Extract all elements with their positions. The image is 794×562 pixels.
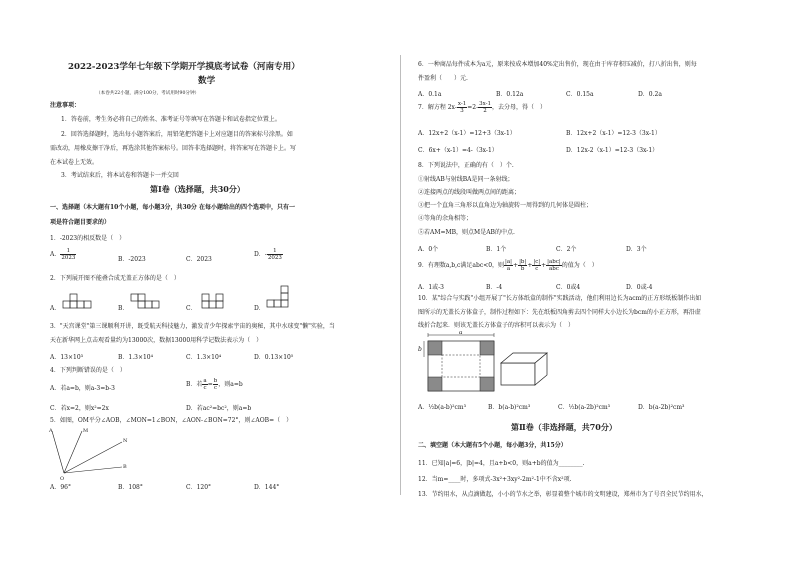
q1-d-den: 2023 — [267, 255, 282, 261]
q8-statement-5: ⑤若AM=MB，则点M是AB的中点. — [418, 229, 515, 236]
q2-option-c-label: C． — [186, 305, 197, 312]
q9-f3-den: c — [535, 266, 539, 272]
q8-statement-2: ②连接两点的线段叫做两点间的距离； — [418, 189, 521, 196]
q10-option-d: D．b(a-2b)²cm³ — [638, 404, 685, 411]
q9-f2-den: b — [520, 266, 525, 272]
q10-box-figure — [495, 349, 565, 389]
q10-option-b: B．b(a-b)²cm³ — [488, 404, 531, 411]
q9-f4-den: abc — [549, 266, 559, 272]
q10-line1: 10．某"综合与实践"小组开展了"长方体纸盒的制作"实践活动，他们利用边长为acm的正方形纸板制作出如 — [418, 295, 702, 302]
q5-option-d: D．144° — [254, 484, 280, 491]
q12-text: 12．当m=____时，多项式-3x²+3xy²-2m²-1中不含x²项. — [418, 476, 572, 483]
q3-option-c: C．1.3×10⁴ — [186, 354, 222, 361]
q9-f1-num: |a| — [505, 259, 513, 265]
q4-b-den-b: c — [213, 385, 218, 391]
q7-stem — [418, 101, 546, 114]
q8-stem: 8．下列说法中，正确的有（ ）个. — [418, 162, 514, 169]
q7-fraction-2 — [478, 101, 492, 114]
q6-line1: 6．一种商品每件成本为a元，原来按成本增加40%定出售价，现在由于库存积压减价，打八折出售，则每 — [418, 61, 697, 68]
q9-frac-c — [532, 259, 541, 272]
q5-stem: 5．如图，OM平分∠AOB，∠MON=1∠BON，∠AON-∠BON=72°，则∠AOB=（ ） — [50, 417, 293, 424]
q5-option-c: C．120° — [186, 484, 212, 491]
q7-frac2-den: 2 — [483, 108, 487, 114]
notes-item-3: 3．考试结束后，将本试卷和答题卡一并交回 — [61, 172, 179, 179]
q7-frac1-den: 3 — [460, 108, 464, 114]
q7-stem-pre: 7．解方程 2x- — [418, 104, 457, 111]
q3-line2: 天在新华网上点击观看量约为13000次，数据13000用科学记数法表示为（ ） — [50, 337, 263, 344]
q9-stem: 9．有理数a,b,c满足abc<0，则 $\frac{|a|}{a}$ + $\frac{|b|}{b}$ + $\frac{|c|}{c}$ + $\frac{\text{|abc|}}{\text{abc}}$ 的值为（ ） — [418, 259, 598, 272]
q5-label-n: N — [123, 438, 128, 444]
q7-option-b: B．12x+2（x-1）=12-3（3x-1） — [566, 130, 661, 137]
exam-subject: 数学 — [198, 76, 216, 86]
q10-option-c: C．½b(a-2b)²cm³ — [558, 404, 611, 411]
q3-option-a: A．13×10³ — [50, 354, 84, 361]
q5-angle-figure — [46, 425, 130, 481]
q7-frac2-num: 3x-1 — [479, 101, 491, 107]
q5-label-o: O — [60, 476, 65, 481]
q8-statement-1: ①射线AB与射线BA是同一条射线； — [418, 176, 514, 183]
section2-title: 二、填空题（本大题有5个小题，每小题3分，共15分） — [418, 442, 567, 449]
q2-option-a-label: A． — [50, 305, 61, 312]
q2-net-a — [62, 292, 106, 312]
q10-label-b: b — [418, 346, 422, 353]
q6-line2: 件盈利（ ）元. — [418, 75, 468, 82]
q8-option-a: A．0个 — [418, 246, 439, 253]
q2-stem: 2．下列展开图不能叠合成无盖正方体的是（ ） — [50, 275, 180, 282]
q10-label-a: a — [459, 331, 463, 336]
q13-line1: 13．节约用水，从点滴做起，小小的节水之举，彰显着整个城市的文明建设，郑州市为了号召全民节约用水， — [418, 491, 708, 498]
q11-text: 11．已知|a|=6，|b|=4，且a+b<0，则a+b的值为________. — [418, 460, 585, 467]
q4-b-num-b: b — [213, 378, 218, 384]
q1-option-a — [50, 248, 76, 261]
q9-f2-num: |b| — [519, 259, 527, 265]
notes-item-2-cont2: 在本试卷上无效。 — [50, 159, 99, 166]
q9-option-d: D．0或-4 — [626, 284, 653, 291]
q9-frac-abc — [546, 259, 562, 272]
q9-stem-pre: 9．有理数a,b,c满足abc<0，则 — [418, 262, 505, 269]
q9-option-a: A．1或-3 — [418, 284, 444, 291]
q1-option-d — [254, 248, 283, 261]
q9-frac-a — [504, 259, 513, 272]
q10-line3: 线折合起来．则该无盖长方体盒子的容积可以表示为（ ） — [418, 322, 575, 329]
q9-f1-den: a — [506, 266, 511, 272]
q7-stem-mid: =2- — [467, 104, 479, 111]
q10-line2: 图所示的无盖长方体盒子，制作过程如下：先在纸板四角剪去四个同样大小边长为bcm的小正方形，再沿虚 — [418, 309, 701, 316]
part1-title: 第Ⅰ卷（选择题，共30分） — [150, 184, 245, 194]
q1-option-b: B．-2023 — [118, 256, 146, 263]
q1-d-num: 1 — [267, 248, 283, 255]
notes-item-2-cont: 需改动，用橡皮擦干净后，再选涂其他答案标号。回答非选择题时，将答案写在答题卡上。写 — [50, 145, 297, 152]
q6-option-d: D．0.2a — [638, 91, 662, 98]
q7-option-d: D．12x-2（x-1）=12-3（3x-1） — [566, 147, 659, 154]
q1-a-label: A． — [50, 251, 61, 258]
q8-option-b: B．1个 — [486, 246, 507, 253]
q7-frac1-num: x-1 — [457, 101, 467, 107]
section1-line1: 一、选择题（本大题有10个小题，每小题3分，共30分 在每小题给出的四个选项中，只有一 — [50, 204, 295, 211]
exam-info-note: （本卷共22小题，满分100分，考试用时90分钟） — [96, 91, 200, 96]
q5-option-a: A．96° — [50, 484, 71, 491]
q4-b-den-a: c — [203, 385, 207, 391]
q4-b-tail: ，则a=b — [218, 381, 243, 388]
q5-label-a: A — [49, 428, 53, 434]
notes-item-1: 1．答卷前，考生务必将自己的姓名、准考证号等填写在答题卡和试卷指定位置上。 — [61, 116, 281, 123]
q1-d-fraction — [267, 248, 283, 261]
q9-option-b: B．-4 — [486, 284, 503, 291]
q1-d-label: D．- — [254, 251, 267, 258]
q2-option-b-label: B． — [118, 305, 129, 312]
q3-option-b: B．1.3×10⁴ — [118, 354, 154, 361]
q3-line1: 3．"天宫课堂"第三课顺利开讲，既受航天科技魅力，激发青少年探索宇宙的奥秘，其中水球变"懒"实验，当 — [50, 323, 335, 330]
q4-option-a: A．若a=b，则a-3=b-3 — [50, 385, 115, 392]
q7-option-a: A．12x+2（x-1）=12+3（3x-1） — [418, 130, 516, 137]
q2-option-d-label: D． — [254, 305, 265, 312]
part2-title: 第Ⅱ卷（非选择题，共70分） — [511, 422, 617, 432]
q8-statement-4: ④等角的余角相等； — [418, 215, 473, 222]
q2-net-d — [266, 284, 302, 312]
q8-option-c: C．2个 — [556, 246, 577, 253]
q7-option-c: C．6x+（x-1）=4-（3x-1） — [418, 147, 498, 154]
notes-item-2: 2．回答选择题时，选出每小题答案后，用铅笔把答题卡上对应题目的答案标号涂黑。如 — [61, 131, 293, 138]
q10-option-a: A．½b(a-b)²cm³ — [418, 404, 466, 411]
q9-f4-num: |abc| — [547, 259, 561, 265]
q1-stem: 1．-2023的相反数是（ ） — [50, 235, 126, 242]
q3-option-d: D．0.13×10⁵ — [254, 354, 294, 361]
q8-option-d: D．3个 — [626, 246, 647, 253]
q8-statement-3: ③把一个直角三角形以直角边为轴旋转一周得到的几何体是圆柱； — [418, 202, 593, 209]
q9-stem-post: 的值为（ ） — [561, 262, 598, 269]
q7-fraction-1 — [457, 101, 467, 114]
q1-a-den: 2023 — [61, 255, 76, 261]
q4-option-d: D．若ac²=bc²，则a=b — [186, 405, 252, 412]
q6-option-a: A．0.1a — [418, 91, 442, 98]
q5-label-b: B — [123, 464, 127, 470]
q5-option-b: B．108° — [118, 484, 143, 491]
q2-net-c — [198, 292, 234, 312]
column-divider — [400, 55, 401, 495]
q4-option-b — [186, 378, 243, 391]
q1-a-num: 1 — [60, 248, 76, 255]
section1-line2: 项是符合题目要求的） — [50, 219, 111, 226]
q7-stem-post: ，去分母，得（ ） — [491, 104, 546, 111]
q6-option-b: B．0.12a — [496, 91, 524, 98]
notes-heading: 注意事项： — [50, 102, 81, 109]
q4-option-c: C．若x=2，则x²=2x — [50, 405, 109, 412]
q4-b-label: B．若 — [186, 381, 203, 388]
q6-option-c: C．0.15a — [566, 91, 594, 98]
q2-net-b — [130, 292, 170, 312]
q9-f3-num: |c| — [533, 259, 541, 265]
q9-frac-b — [518, 259, 527, 272]
exam-title: 2022-2023学年七年级下学期开学摸底考试卷（河南专用） — [68, 62, 300, 72]
q1-option-c: C．2023 — [186, 256, 212, 263]
q5-label-m: M — [83, 428, 89, 434]
q4-b-eq: = — [207, 381, 213, 388]
q9-option-c: C．0或4 — [556, 284, 581, 291]
q1-a-fraction — [60, 248, 76, 261]
q4-stem: 4．下列判断错误的是（ ） — [50, 367, 126, 374]
q4-b-num-a: a — [203, 378, 207, 384]
